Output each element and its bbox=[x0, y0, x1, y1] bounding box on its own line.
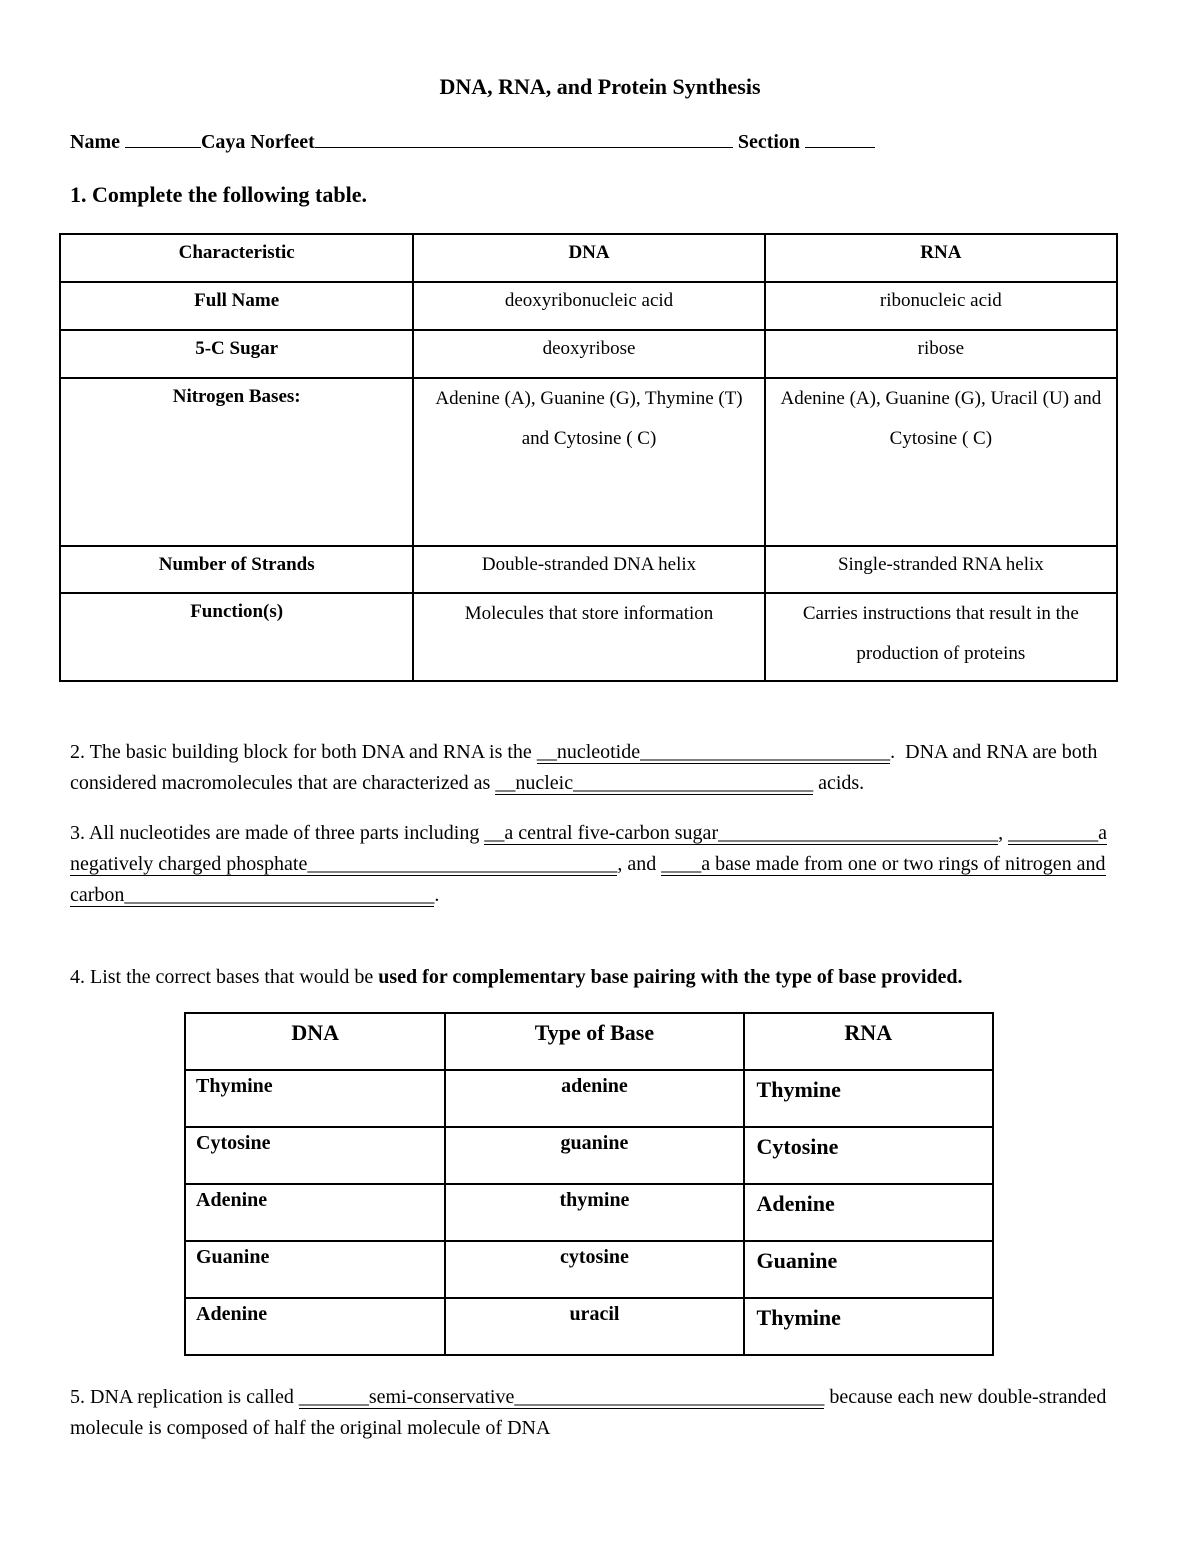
rna-cell[interactable]: Carries instructions that result in the production of proteins bbox=[765, 593, 1117, 681]
q2-answer-1[interactable]: __nucleotide_________________________ bbox=[536, 741, 891, 763]
page-title: DNA, RNA, and Protein Synthesis bbox=[439, 74, 761, 99]
section-label: Section bbox=[737, 131, 801, 153]
q2-text: 2. The basic building block for both DNA and RNA is the bbox=[70, 741, 532, 763]
q3-answer-2-text: a negatively charged phosphate bbox=[70, 822, 1107, 875]
question-1-prompt: 1. Complete the following table. bbox=[70, 182, 367, 207]
q3-answer-1-text: a central five-carbon sugar bbox=[504, 822, 719, 844]
rna-base-cell[interactable]: Thymine bbox=[744, 1298, 993, 1355]
q3-answer-3-text: a base made from one or two rings of nitrogen and carbon bbox=[70, 853, 1106, 906]
table-row bbox=[60, 546, 1117, 593]
type-of-base-cell: cytosine bbox=[445, 1241, 743, 1298]
name-blank-trail bbox=[315, 129, 733, 148]
question-2: 2. The basic building block for both DNA and RNA is the __nucleotide_________________________. DNA and RNA are both considered macromolecules that are characterized as __nucleic________________________ acids. bbox=[70, 741, 1098, 794]
q5-text-2: because each new double-stranded molecule is composed of half the original molecule of DNA bbox=[70, 1386, 1107, 1439]
type-of-base-cell: guanine bbox=[445, 1127, 743, 1184]
type-of-base-cell: uracil bbox=[445, 1298, 743, 1355]
q2-text-3: acids. bbox=[818, 772, 865, 794]
column-header: Type of Base bbox=[445, 1013, 743, 1070]
rna-base-cell[interactable]: Cytosine bbox=[744, 1127, 993, 1184]
table-row bbox=[185, 1241, 993, 1298]
name-section-line bbox=[70, 129, 875, 154]
dna-cell[interactable]: Molecules that store information bbox=[413, 593, 764, 681]
table-header-row bbox=[185, 1013, 993, 1070]
rna-base-cell[interactable]: Adenine bbox=[744, 1184, 993, 1241]
q2-answer-2[interactable]: __nucleic________________________ bbox=[495, 772, 814, 794]
table-row bbox=[185, 1184, 993, 1241]
table-header-row bbox=[60, 234, 1117, 282]
dna-base-cell[interactable]: Cytosine bbox=[185, 1127, 445, 1184]
q3-answer-1[interactable]: __a central five-carbon sugar____________________________ bbox=[484, 822, 999, 844]
row-label: Function(s) bbox=[60, 593, 413, 681]
dna-base-cell[interactable]: Thymine bbox=[185, 1070, 445, 1127]
column-header: DNA bbox=[413, 234, 764, 282]
type-of-base-cell: adenine bbox=[445, 1070, 743, 1127]
q3-answer-3[interactable]: ____a base made from one or two rings of nitrogen and carbon_______________________________ bbox=[70, 853, 1106, 906]
q5-answer-text: semi-conservative bbox=[368, 1386, 515, 1408]
q2-answer-1-text: nucleotide bbox=[556, 741, 641, 763]
table-row bbox=[60, 282, 1117, 330]
student-name[interactable]: Caya Norfeet bbox=[200, 131, 315, 153]
section-blank[interactable] bbox=[805, 129, 875, 148]
row-label: Nitrogen Bases: bbox=[60, 378, 413, 546]
rna-base-cell[interactable]: Guanine bbox=[744, 1241, 993, 1298]
dna-base-cell[interactable]: Guanine bbox=[185, 1241, 445, 1298]
table-row bbox=[60, 593, 1117, 681]
table-row bbox=[185, 1127, 993, 1184]
table-row bbox=[60, 330, 1117, 378]
name-blank-lead bbox=[125, 129, 201, 148]
column-header: DNA bbox=[185, 1013, 445, 1070]
q4-text-bold: used for complementary base pairing with the type of base provided. bbox=[378, 966, 963, 988]
dna-cell[interactable]: deoxyribonucleic acid bbox=[413, 282, 764, 330]
row-label: Number of Strands bbox=[60, 546, 413, 593]
rna-cell[interactable]: Adenine (A), Guanine (G), Uracil (U) and Cytosine ( C) bbox=[765, 378, 1117, 546]
dna-base-cell[interactable]: Adenine bbox=[185, 1184, 445, 1241]
dna-base-cell[interactable]: Adenine bbox=[185, 1298, 445, 1355]
table-row bbox=[60, 378, 1117, 546]
name-label: Name bbox=[70, 131, 120, 153]
base-pairing-table bbox=[184, 1012, 994, 1356]
question-3: 3. All nucleotides are made of three parts including __a central five-carbon sugar____________________________, _________a negatively charged phosphate_______________________________, and ____a base made from one or two rings of nitrogen and carbon_______________________________. bbox=[70, 822, 1107, 906]
table-row bbox=[185, 1070, 993, 1127]
dna-cell[interactable]: deoxyribose bbox=[413, 330, 764, 378]
q3-answer-2[interactable]: _________a negatively charged phosphate_______________________________ bbox=[70, 822, 1107, 875]
characteristics-table bbox=[59, 233, 1118, 682]
q4-text: 4. List the correct bases that would be bbox=[70, 966, 374, 988]
question-4-prompt bbox=[70, 962, 1130, 993]
q2-text-2: DNA and RNA are both considered macromolecules that are characterized as bbox=[70, 741, 1098, 794]
rna-cell[interactable]: ribonucleic acid bbox=[765, 282, 1117, 330]
column-header: Characteristic bbox=[60, 234, 413, 282]
dna-cell[interactable]: Adenine (A), Guanine (G), Thymine (T) and Cytosine ( C) bbox=[413, 378, 764, 546]
table-row bbox=[185, 1298, 993, 1355]
q3-and: and bbox=[627, 853, 657, 875]
question-5 bbox=[70, 1382, 1130, 1444]
q5-text: 5. DNA replication is called bbox=[70, 1386, 294, 1408]
q5-answer[interactable]: _______semi-conservative_______________________________ bbox=[298, 1386, 825, 1408]
rna-cell[interactable]: Single-stranded RNA helix bbox=[765, 546, 1117, 593]
dna-cell[interactable]: Double-stranded DNA helix bbox=[413, 546, 764, 593]
column-header: RNA bbox=[744, 1013, 993, 1070]
rna-cell[interactable]: ribose bbox=[765, 330, 1117, 378]
row-label: Full Name bbox=[60, 282, 413, 330]
q2-answer-2-text: nucleic bbox=[515, 772, 574, 794]
type-of-base-cell: thymine bbox=[445, 1184, 743, 1241]
q3-text: 3. All nucleotides are made of three parts including bbox=[70, 822, 480, 844]
row-label: 5-C Sugar bbox=[60, 330, 413, 378]
column-header: RNA bbox=[765, 234, 1117, 282]
rna-base-cell[interactable]: Thymine bbox=[744, 1070, 993, 1127]
